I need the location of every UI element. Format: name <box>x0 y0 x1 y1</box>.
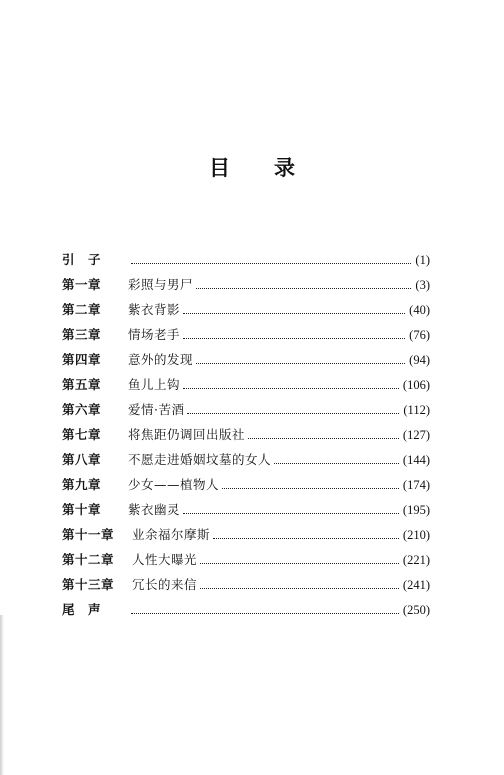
chapter-number: 尾 声 <box>62 602 102 617</box>
chapter-number: 第十一章 <box>62 527 115 542</box>
toc-entry <box>62 418 430 443</box>
chapter-number: 第八章 <box>62 452 102 467</box>
dot-leader <box>274 463 399 464</box>
page-title <box>0 152 504 182</box>
toc-entry <box>62 318 430 343</box>
page-number: (127) <box>402 428 430 442</box>
chapter-number: 第十二章 <box>62 552 115 567</box>
dot-leader <box>196 363 405 364</box>
toc-entry <box>62 293 430 318</box>
chapter-title: 冗长的来信 <box>132 577 198 592</box>
chapter-title: 少女——植物人 <box>128 477 220 492</box>
chapter-number: 引 子 <box>62 252 102 267</box>
chapter-title: 彩照与男尸 <box>128 277 194 292</box>
toc-entry <box>62 468 430 493</box>
chapter-title: 人性大曝光 <box>132 552 198 567</box>
dot-leader <box>187 413 399 414</box>
toc-entry <box>62 443 430 468</box>
chapter-title: 紫衣幽灵 <box>128 502 181 517</box>
dot-leader <box>183 388 399 389</box>
chapter-title: 紫衣背影 <box>128 302 181 317</box>
dot-leader <box>131 263 411 264</box>
dot-leader <box>200 588 399 589</box>
chapter-number: 第一章 <box>62 277 102 292</box>
dot-leader <box>183 513 399 514</box>
chapter-number: 第四章 <box>62 352 102 367</box>
chapter-title: 业余福尔摩斯 <box>132 527 211 542</box>
chapter-number: 第十三章 <box>62 577 115 592</box>
table-of-contents <box>62 243 430 618</box>
dot-leader <box>183 313 405 314</box>
chapter-number: 第五章 <box>62 377 102 392</box>
page-number: (112) <box>403 403 430 417</box>
page-number: (221) <box>402 553 430 567</box>
dot-leader <box>213 538 399 539</box>
toc-entry <box>62 243 430 268</box>
chapter-title: 不愿走进婚姻坟墓的女人 <box>128 452 272 467</box>
page-number: (144) <box>402 453 430 467</box>
toc-entry <box>62 268 430 293</box>
dot-leader <box>183 338 405 339</box>
page-number: (250) <box>402 603 430 617</box>
chapter-title: 情场老手 <box>128 327 181 342</box>
chapter-title: 鱼儿上钩 <box>128 377 181 392</box>
page-number: (106) <box>402 378 430 392</box>
page-number: (174) <box>402 478 430 492</box>
title-char-2: 录 <box>274 156 295 180</box>
dot-leader <box>222 488 399 489</box>
dot-leader <box>196 288 411 289</box>
chapter-title: 将焦距仍调回出版社 <box>128 427 246 442</box>
toc-entry <box>62 343 430 368</box>
page-number: (210) <box>402 528 430 542</box>
page-number: (3) <box>415 278 430 292</box>
chapter-number: 第十章 <box>62 502 102 517</box>
page-number: (40) <box>409 303 430 317</box>
page-number: (241) <box>402 578 430 592</box>
chapter-number: 第九章 <box>62 477 102 492</box>
dot-leader <box>200 563 399 564</box>
toc-entry <box>62 543 430 568</box>
page-number: (1) <box>415 253 430 267</box>
dot-leader <box>131 613 399 614</box>
dot-leader <box>248 438 399 439</box>
toc-entry <box>62 368 430 393</box>
chapter-number: 第三章 <box>62 327 102 342</box>
toc-entry <box>62 568 430 593</box>
toc-entry <box>62 593 430 618</box>
page-number: (76) <box>409 328 430 342</box>
page-number: (94) <box>409 353 430 367</box>
page-number: (195) <box>402 503 430 517</box>
toc-entry <box>62 393 430 418</box>
page-edge-shadow <box>0 615 4 775</box>
chapter-number: 第二章 <box>62 302 102 317</box>
chapter-title: 意外的发现 <box>128 352 194 367</box>
toc-entry <box>62 518 430 543</box>
title-char-1: 目 <box>209 156 230 180</box>
chapter-title: 爱情·苦酒 <box>128 402 185 417</box>
toc-entry <box>62 493 430 518</box>
chapter-number: 第六章 <box>62 402 102 417</box>
chapter-number: 第七章 <box>62 427 102 442</box>
